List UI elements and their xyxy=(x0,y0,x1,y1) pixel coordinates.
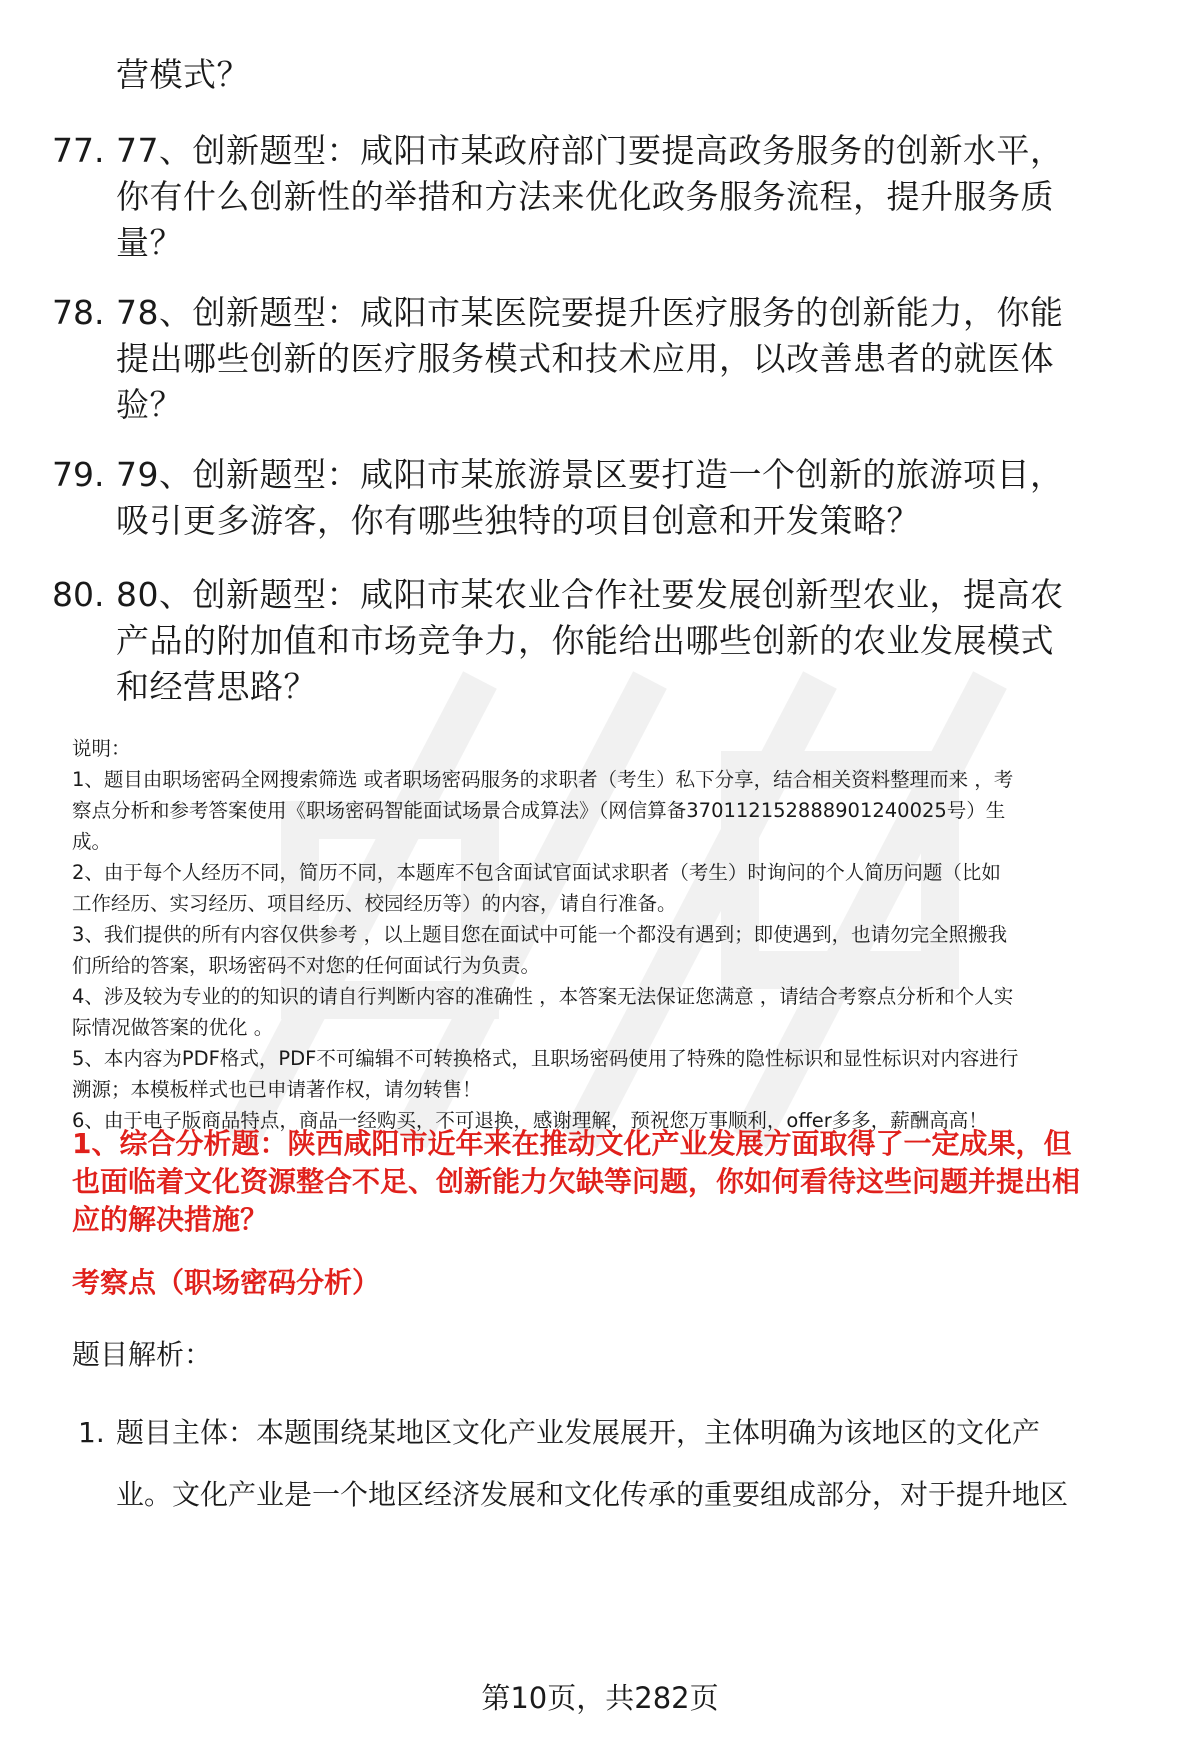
notes-line: 6、由于电子版商品特点，商品一经购买，不可退换，感谢理解，预祝您万事顺利，offer多多，薪酬高高！ xyxy=(72,1109,988,1132)
question-line: 产品的附加值和市场竞争力，你能给出哪些创新的农业发展模式 xyxy=(116,621,1054,660)
notes-line: 5、本内容为PDF格式，PDF不可编辑不可转换格式，且职场密码使用了特殊的隐性标识和显性标识对内容进行 xyxy=(72,1047,1019,1070)
page-footer: 第10页，共282页 xyxy=(481,1681,719,1715)
exam-point-title: 考察点（职场密码分析） xyxy=(72,1266,381,1299)
question-line: 80、创新题型：咸阳市某农业合作社要发展创新型农业，提高农 xyxy=(116,575,1064,614)
notes-block xyxy=(72,733,1157,1136)
question-line: 和经营思路？ xyxy=(116,667,317,706)
continuation-text: 营模式？ xyxy=(116,55,250,94)
main-question-line: 也面临着文化资源整合不足、创新能力欠缺等问题，你如何看待这些问题并提出相 xyxy=(72,1165,1081,1198)
question-line: 你有什么创新性的举措和方法来优化政务服务流程，提升服务质 xyxy=(116,177,1054,216)
analysis-item-line: 题目主体：本题围绕某地区文化产业发展展开，主体明确为该地区的文化产 xyxy=(116,1416,1041,1449)
question-line: 验？ xyxy=(116,385,183,424)
main-question-line: 应的解决措施？ xyxy=(72,1203,269,1236)
notes-line: 1、题目由职场密码全网搜索筛选 或者职场密码服务的求职者（考生）私下分享，结合相关资料整理而来 ，考 xyxy=(72,768,1014,791)
notes-line: 们所给的答案，职场密码不对您的任何面试行为负责。 xyxy=(72,954,541,977)
notes-line: 成。 xyxy=(72,830,112,853)
notes-line: 际情况做答案的优化 。 xyxy=(72,1016,274,1039)
notes-line: 3、我们提供的所有内容仅供参考 ，以上题目您在面试中可能一个都没有遇到；即使遇到，也请勿完全照搬我 xyxy=(72,923,1008,946)
question-line: 提出哪些创新的医疗服务模式和技术应用，以改善患者的就医体 xyxy=(116,339,1054,378)
notes-line: 察点分析和参考答案使用《职场密码智能面试场景合成算法》（网信算备370112152888901240025号）生 xyxy=(72,799,1006,822)
question-number: 79. xyxy=(52,455,105,494)
question-line: 吸引更多游客，你有哪些独特的项目创意和开发策略？ xyxy=(116,501,920,540)
question-line: 量？ xyxy=(116,223,183,262)
analysis-item-line: 业。文化产业是一个地区经济发展和文化传承的重要组成部分，对于提升地区 xyxy=(116,1478,1069,1511)
analysis-title: 题目解析： xyxy=(72,1338,213,1371)
question-number: 78. xyxy=(52,293,105,332)
notes-line: 2、由于每个人经历不同，简历不同，本题库不包含面试官面试求职者（考生）时询问的个人简历问题（比如 xyxy=(72,861,1001,884)
main-question-line: 1、综合分析题：陕西咸阳市近年来在推动文化产业发展方面取得了一定成果，但 xyxy=(72,1127,1072,1160)
question-number: 80. xyxy=(52,575,105,614)
question-number: 77. xyxy=(52,131,105,170)
analysis-item-number: 1. xyxy=(78,1416,105,1449)
notes-line: 溯源；本模板样式也已申请著作权，请勿转售！ xyxy=(72,1078,482,1101)
question-line: 78、创新题型：咸阳市某医院要提升医疗服务的创新能力，你能 xyxy=(116,293,1064,332)
notes-heading: 说明： xyxy=(72,737,131,760)
notes-line: 4、涉及较为专业的的知识的请自行判断内容的准确性 ，本答案无法保证您满意 ，请结合考察点分析和个人实 xyxy=(72,985,1014,1008)
notes-line: 工作经历、实习经历、项目经历、校园经历等）的内容，请自行准备。 xyxy=(72,892,677,915)
question-line: 79、创新题型：咸阳市某旅游景区要打造一个创新的旅游项目， xyxy=(116,455,1064,494)
question-line: 77、创新题型：咸阳市某政府部门要提高政务服务的创新水平， xyxy=(116,131,1064,170)
